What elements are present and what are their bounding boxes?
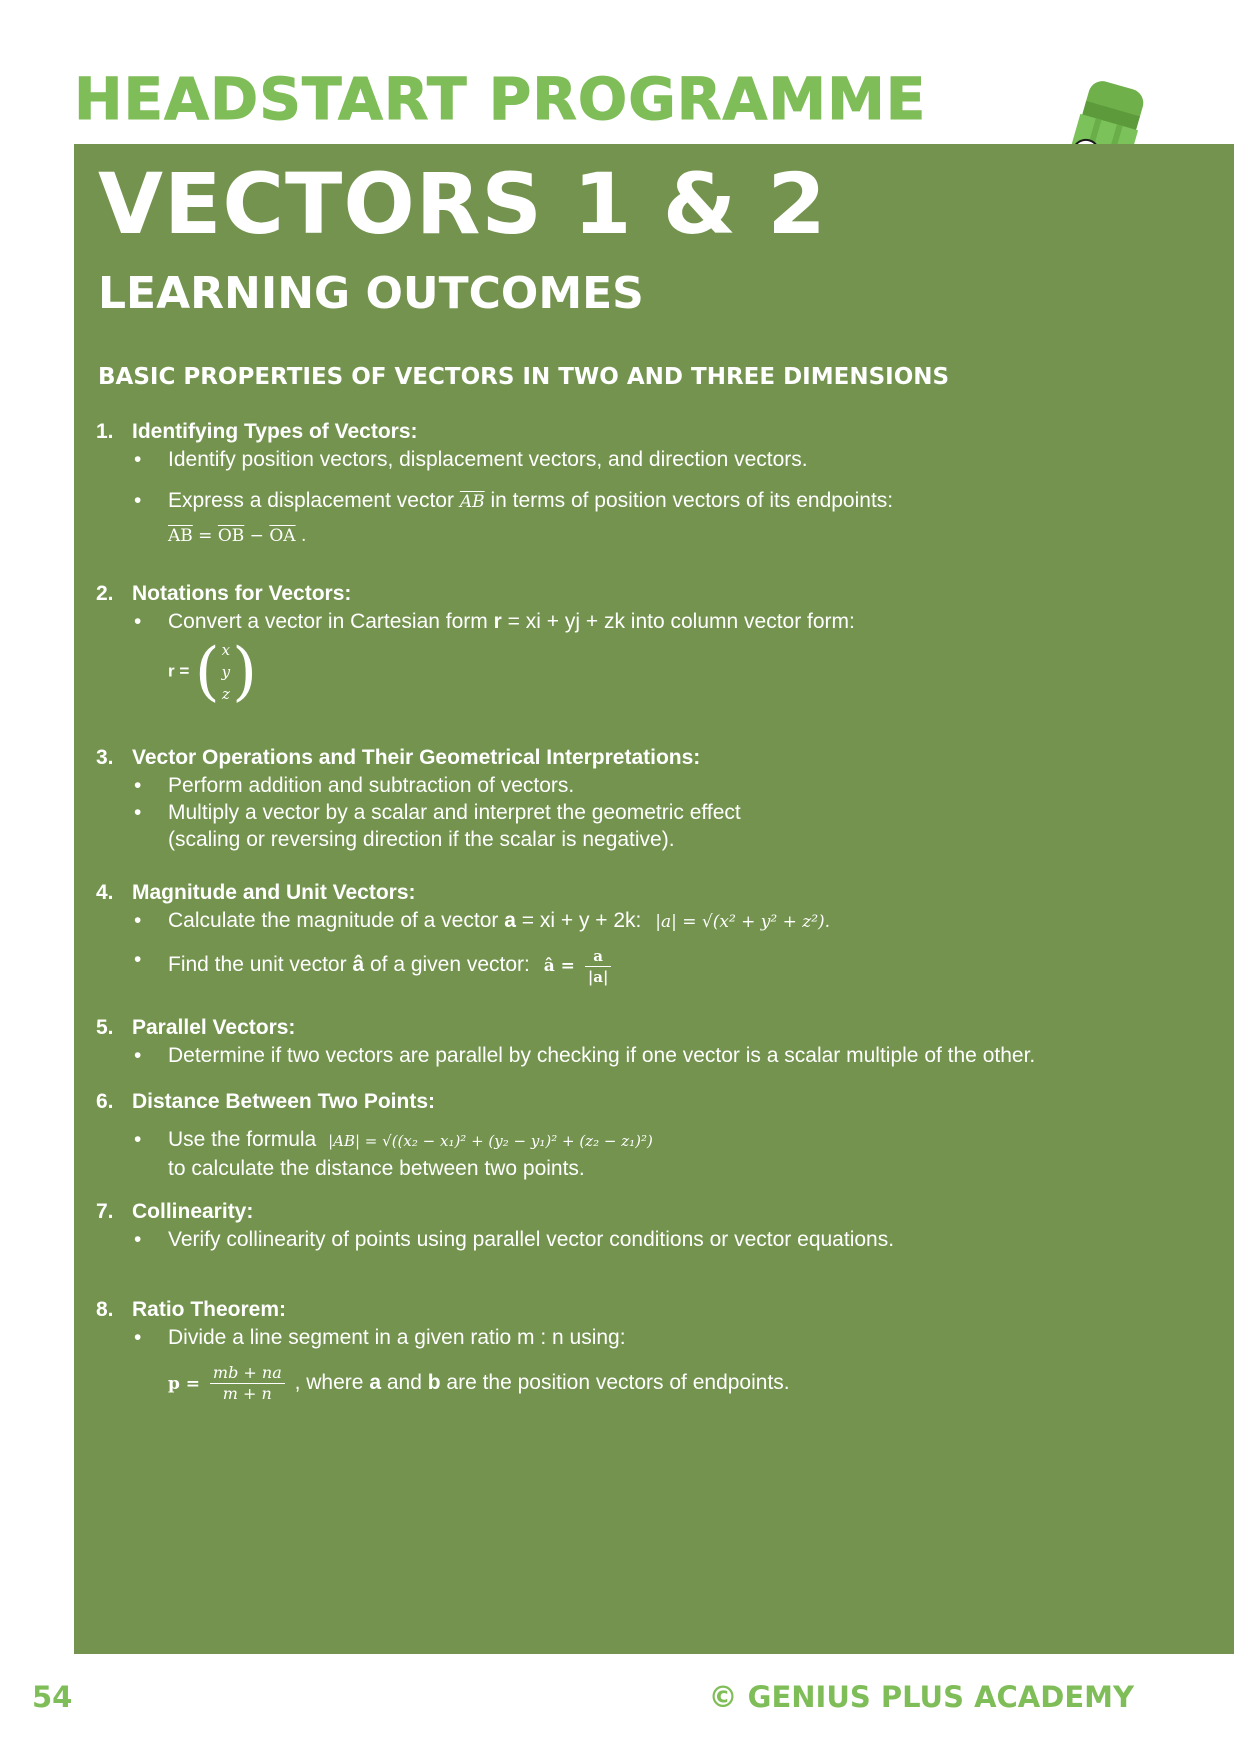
- outcome-bullet: • Perform addition and subtraction of vectors.: [132, 772, 1196, 799]
- outcome-bullet: • Find the unit vector â of a given vector: â = $\frac{a}{|a|}$: [132, 946, 1196, 987]
- unit-vector-formula: â = $\frac{a}{|a|}$: [544, 956, 616, 976]
- outcome-item: [96, 418, 1196, 546]
- outcome-number: 7.: [96, 1200, 114, 1223]
- outcome-item: [96, 1198, 1196, 1253]
- outcome-number: 5.: [96, 1016, 114, 1039]
- outcome-heading: Collinearity:: [132, 1200, 254, 1223]
- page-title: VECTORS 1 & 2: [98, 155, 827, 253]
- outcome-number: 8.: [96, 1298, 114, 1321]
- outcome-bullet: • Divide a line segment in a given ratio m : n using:: [132, 1324, 1196, 1351]
- outcome-bullet: • Express a displacement vector $\overline{AB}$ in terms of position vectors of its endpoints:: [132, 487, 1196, 516]
- page-number: 54: [32, 1680, 73, 1714]
- page-subtitle: LEARNING OUTCOMES: [98, 268, 644, 319]
- outcome-bullet: • Use the formula |AB| = √((x₂ − x₁)² + (y₂ − y₁)² + (z₂ − z₁)²) to calculate the distance between two points.: [132, 1126, 1196, 1182]
- displacement-formula: $\overline{AB} = \overline{OB} - \overline{OA}$ .: [168, 526, 307, 546]
- outcome-item: [96, 744, 1196, 853]
- outcome-number: 2.: [96, 582, 114, 605]
- outcome-bullet: • Calculate the magnitude of a vector a = xi + y + 2k: |a| = √(x² + y² + z²).: [132, 907, 1196, 936]
- section-heading: BASIC PROPERTIES OF VECTORS IN TWO AND THREE DIMENSIONS: [98, 364, 950, 390]
- outcome-item: [96, 1014, 1196, 1069]
- outcome-bullet: • Identify position vectors, displacement vectors, and direction vectors.: [132, 446, 1196, 473]
- outcome-heading: Identifying Types of Vectors:: [132, 420, 418, 443]
- outcome-bullet: • Verify collinearity of points using parallel vector conditions or vector equations.: [132, 1226, 1196, 1253]
- distance-formula: |AB| = √((x₂ − x₁)² + (y₂ − y₁)² + (z₂ − z₁)²): [328, 1132, 653, 1150]
- programme-title: HEADSTART PROGRAMME: [74, 65, 927, 133]
- ratio-formula: p = $\frac{mb + na}{m + n}$ , where a and b are the position vectors of endpoints.: [168, 1363, 790, 1403]
- outcome-item: [96, 1088, 1196, 1182]
- outcome-item: [96, 879, 1196, 987]
- outcome-item: [96, 1296, 1196, 1404]
- copyright: © GENIUS PLUS ACADEMY: [708, 1680, 1134, 1714]
- outcome-bullet: • Convert a vector in Cartesian form r = xi + yj + zk into column vector form:: [132, 608, 1196, 635]
- outcome-number: 4.: [96, 881, 114, 904]
- outcome-number: 3.: [96, 746, 114, 769]
- column-vector-formula: r = ( x y z ): [168, 635, 258, 709]
- outcome-heading: Parallel Vectors:: [132, 1016, 296, 1039]
- outcome-bullet: • Determine if two vectors are parallel by checking if one vector is a scalar multiple of the other.: [132, 1042, 1196, 1069]
- outcome-number: 1.: [96, 420, 114, 443]
- outcome-heading: Notations for Vectors:: [132, 582, 352, 605]
- outcome-heading: Vector Operations and Their Geometrical Interpretations:: [132, 746, 701, 769]
- outcome-number: 6.: [96, 1090, 114, 1113]
- content-panel: [74, 144, 1234, 1654]
- outcome-item: [96, 580, 1196, 709]
- outcome-heading: Ratio Theorem:: [132, 1298, 287, 1321]
- outcome-heading: Distance Between Two Points:: [132, 1090, 435, 1113]
- vector-ab: $\overline{AB}$: [459, 492, 485, 512]
- magnitude-formula: |a| = √(x² + y² + z²).: [655, 912, 831, 932]
- outcome-bullet: • Multiply a vector by a scalar and interpret the geometric effect (scaling or reversing direction if the scalar is negative).: [132, 799, 1196, 853]
- outcome-heading: Magnitude and Unit Vectors:: [132, 881, 416, 904]
